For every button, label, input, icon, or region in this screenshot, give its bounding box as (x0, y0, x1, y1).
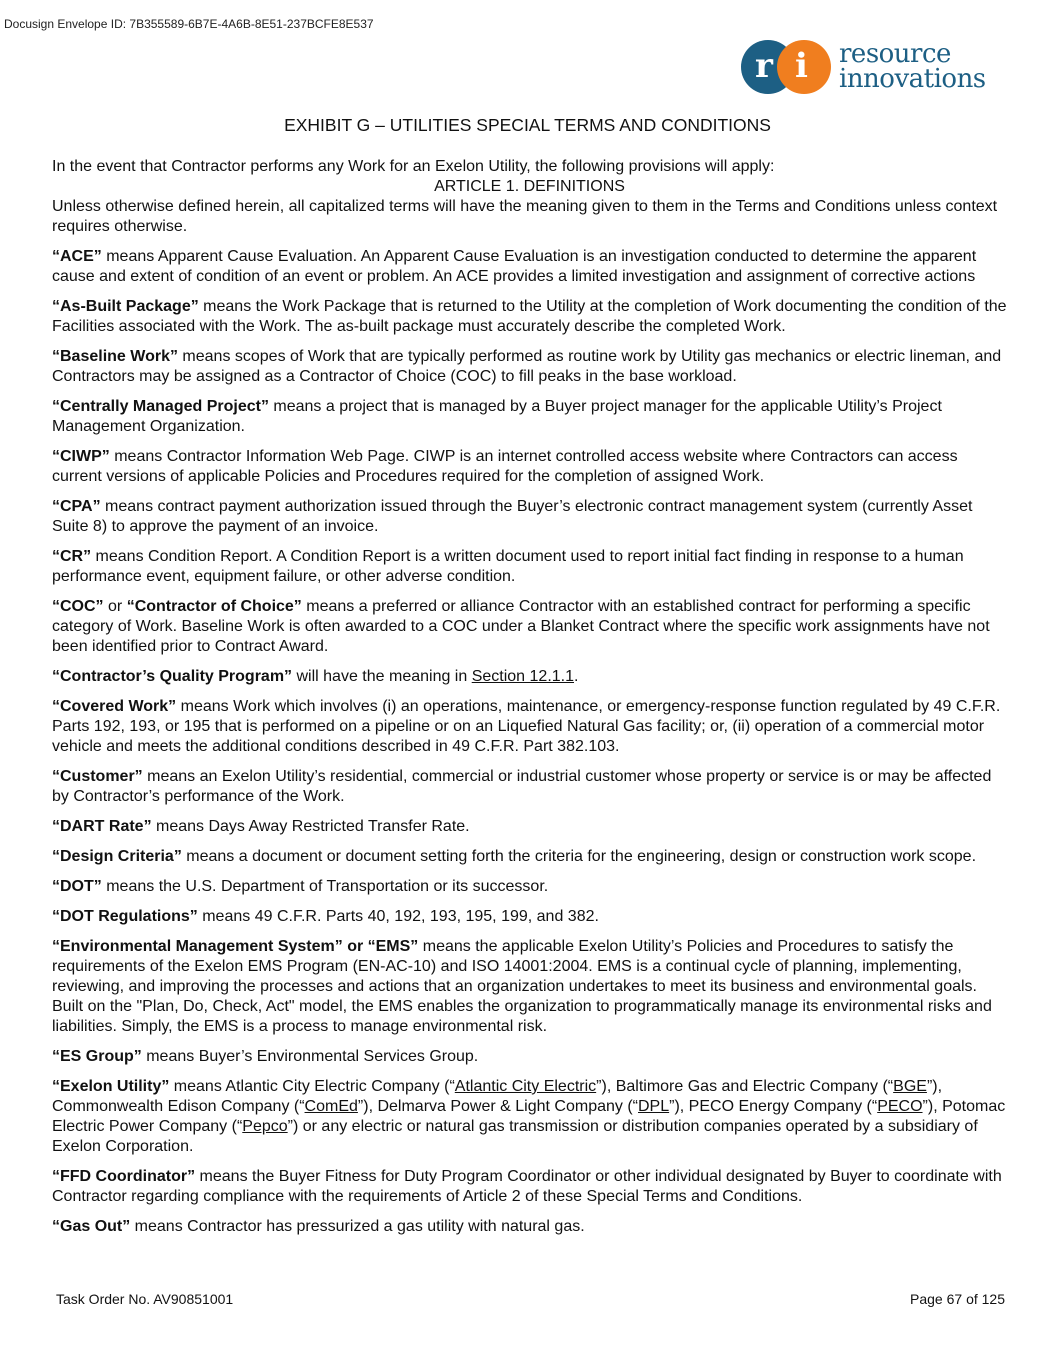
docusign-envelope-id: Docusign Envelope ID: 7B355589-6B7E-4A6B-8E51-237BCFE8E537 (4, 17, 374, 31)
definition-text: means Condition Report. A Condition Report is a written document used to report initial fact finding in response to a human performance event, equipment failure, or other adverse condition. (52, 548, 964, 585)
definition-text: means the applicable Exelon Utility’s Policies and Procedures to satisfy the requirements of the Exelon EMS Program (EN-AC-10) and ISO 14001:2004. EMS is a continual cycle of planning, implementing, reviewing, and improving the processes and actions that an organization undertakes to meet its business and environmental goals. Built on the "Plan, Do, Check, Act" model, the EMS enables the organization to programmatically manage its environmental risks and liabilities. Simply, the EMS is a process to manage environmental risk. (52, 938, 992, 1035)
section-link[interactable]: Section 12.1.1 (471, 668, 574, 685)
definition-text: will have the meaning in (292, 668, 472, 685)
definition-coc (52, 597, 1007, 657)
definition-term: “As-Built Package” (52, 298, 199, 315)
definition-es-group (52, 1047, 1007, 1067)
logo-letter-i: i (795, 46, 808, 86)
definition-contractors-quality-program (52, 667, 1007, 687)
definition-term: “CR” (52, 548, 92, 565)
definition-text: means an Exelon Utility’s residential, commercial or industrial customer whose property or service is or may be affected by Contractor’s performance of the Work. (52, 768, 992, 805)
definition-term: “Baseline Work” (52, 348, 178, 365)
definition-term: “DOT Regulations” (52, 908, 198, 925)
definition-ace (52, 247, 1007, 287)
footer-page-number: Page 67 of 125 (910, 1291, 1005, 1307)
definition-exelon-utility (52, 1077, 1007, 1157)
definition-term: “CPA” (52, 498, 101, 515)
resource-innovations-logo (741, 40, 1011, 96)
definition-as-built-package (52, 297, 1007, 337)
logo-word-resource: resource (839, 39, 951, 69)
definition-term: “Exelon Utility” (52, 1078, 170, 1095)
logo-letter-r: r (755, 46, 773, 86)
intro-paragraph: In the event that Contractor performs any Work for an Exelon Utility, the following provisions will apply: (52, 158, 775, 175)
definition-term: “Gas Out” (52, 1218, 131, 1235)
definition-text: ”), Commonwealth Edison Company (“ (52, 1078, 943, 1115)
definition-dot (52, 877, 1007, 897)
definition-text: means a document or document setting forth the criteria for the engineering, design or construction work scope. (181, 848, 977, 865)
definition-ems (52, 937, 1007, 1037)
definition-term-alt: “Contractor of Choice” (126, 598, 302, 615)
unless-paragraph: Unless otherwise defined herein, all capitalized terms will have the meaning given to them in the Terms and Conditions unless context requires otherwise. (52, 198, 998, 235)
definition-term: “Centrally Managed Project” (52, 398, 269, 415)
document-body (52, 157, 1007, 1247)
definition-term: “Contractor’s Quality Program” (52, 668, 293, 685)
definition-text: means the U.S. Department of Transportation or its successor. (101, 878, 549, 895)
definition-term: “Design Criteria” (52, 848, 182, 865)
definition-text: means Apparent Cause Evaluation. An Apparent Cause Evaluation is an investigation conducted to determine the apparent cause and extent of condition of an event or problem. An ACE provides a limited investigation and assignment of corrective actions (52, 248, 977, 285)
definition-ffd-coordinator (52, 1167, 1007, 1207)
definition-term: “Environmental Management System” or “EMS” (52, 938, 419, 955)
definition-term: “Customer” (52, 768, 143, 785)
definition-term: “CIWP” (52, 448, 110, 465)
definition-design-criteria (52, 847, 1007, 867)
definition-text: means the Work Package that is returned to the Utility at the completion of Work documenting the condition of the Facilities associated with the Work. The as-built package must accurately describe the completed Work. (52, 298, 1007, 335)
definition-text: means scopes of Work that are typically performed as routine work by Utility gas mechanics or electric lineman, and Contractors may be assigned as a Contractor of Choice (COC) to fill peaks in the base workload. (52, 348, 1002, 385)
definition-dart-rate (52, 817, 1007, 837)
definition-text: ”) or any electric or natural gas transmission or distribution companies operated by a subsidiary of Exelon Corporation. (52, 1118, 978, 1155)
definition-dot-regulations (52, 907, 1007, 927)
definition-customer (52, 767, 1007, 807)
definition-text: means Days Away Restricted Transfer Rate. (151, 818, 470, 835)
logo-word-innovations: innovations (839, 64, 986, 94)
definition-cpa (52, 497, 1007, 537)
definition-term: “DART Rate” (52, 818, 152, 835)
utility-link-dpl[interactable]: DPL (638, 1098, 670, 1115)
definition-text: ”), Potomac Electric Power Company (“ (52, 1098, 1006, 1135)
definition-text: means a project that is managed by a Buyer project manager for the applicable Utility’s Project Management Organization. (52, 398, 942, 435)
definition-term: “Covered Work” (52, 698, 177, 715)
definition-baseline-work (52, 347, 1007, 387)
definition-term: “ACE” (52, 248, 102, 265)
definition-end: . (574, 668, 579, 685)
definition-text: ”), Baltimore Gas and Electric Company (“ (596, 1078, 894, 1095)
utility-link-peco[interactable]: PECO (877, 1098, 923, 1115)
definition-text: means a preferred or alliance Contractor with an established contract for performing a specific category of Work. Baseline Work is often awarded to a COC under a Blanket Contract where the specific work assignments have not been identified prior to Contract Award. (52, 598, 990, 655)
definition-cr (52, 547, 1007, 587)
definition-term: “DOT” (52, 878, 102, 895)
utility-link-comed[interactable]: ComEd (304, 1098, 358, 1115)
definition-centrally-managed-project (52, 397, 1007, 437)
utility-link-ace[interactable]: Atlantic City Electric (454, 1078, 597, 1095)
definition-connector: or (103, 598, 127, 615)
definition-text: ”), Delmarva Power & Light Company (“ (357, 1098, 638, 1115)
definition-term: “COC” (52, 598, 104, 615)
definition-text: ”), PECO Energy Company (“ (669, 1098, 878, 1115)
definition-term: “ES Group” (52, 1048, 142, 1065)
definition-gas-out (52, 1217, 1007, 1237)
footer-task-order: Task Order No. AV90851001 (56, 1291, 234, 1307)
definition-term: “FFD Coordinator” (52, 1168, 196, 1185)
article-heading: ARTICLE 1. DEFINITIONS (434, 178, 625, 195)
definition-text: means Contractor Information Web Page. CIWP is an internet controlled access website where Contractors can access current versions of applicable Policies and Procedures required for the completion of assigned Work. (52, 448, 958, 485)
definition-text: means contract payment authorization issued through the Buyer’s electronic contract management system (currently Asset Suite 8) to approve the payment of an invoice. (52, 498, 973, 535)
definition-text: means Atlantic City Electric Company (“ (169, 1078, 455, 1095)
definition-text: means Buyer’s Environmental Services Group. (141, 1048, 479, 1065)
exhibit-title: EXHIBIT G – UTILITIES SPECIAL TERMS AND CONDITIONS (284, 115, 771, 135)
utility-link-bge[interactable]: BGE (893, 1078, 927, 1095)
definition-text: means 49 C.F.R. Parts 40, 192, 193, 195, 199, and 382. (197, 908, 599, 925)
definition-text: means Work which involves (i) an operations, maintenance, or emergency-response function regulated by 49 C.F.R. Parts 192, 193, or 195 that is performed on a pipeline or on an Liquefied Natural Gas facility; or, (ii) operation of a commercial motor vehicle and meets the additional conditions described in 49 C.F.R. Part 382.103. (52, 698, 1001, 755)
definition-text: means Contractor has pressurized a gas utility with natural gas. (130, 1218, 585, 1235)
definition-text: means the Buyer Fitness for Duty Program Coordinator or other individual designated by Buyer to coordinate with Contractor regarding compliance with the requirements of Article 2 of these Special Terms and Conditions. (52, 1168, 1002, 1205)
utility-link-pepco[interactable]: Pepco (242, 1118, 288, 1135)
definition-covered-work (52, 697, 1007, 757)
definition-ciwp (52, 447, 1007, 487)
